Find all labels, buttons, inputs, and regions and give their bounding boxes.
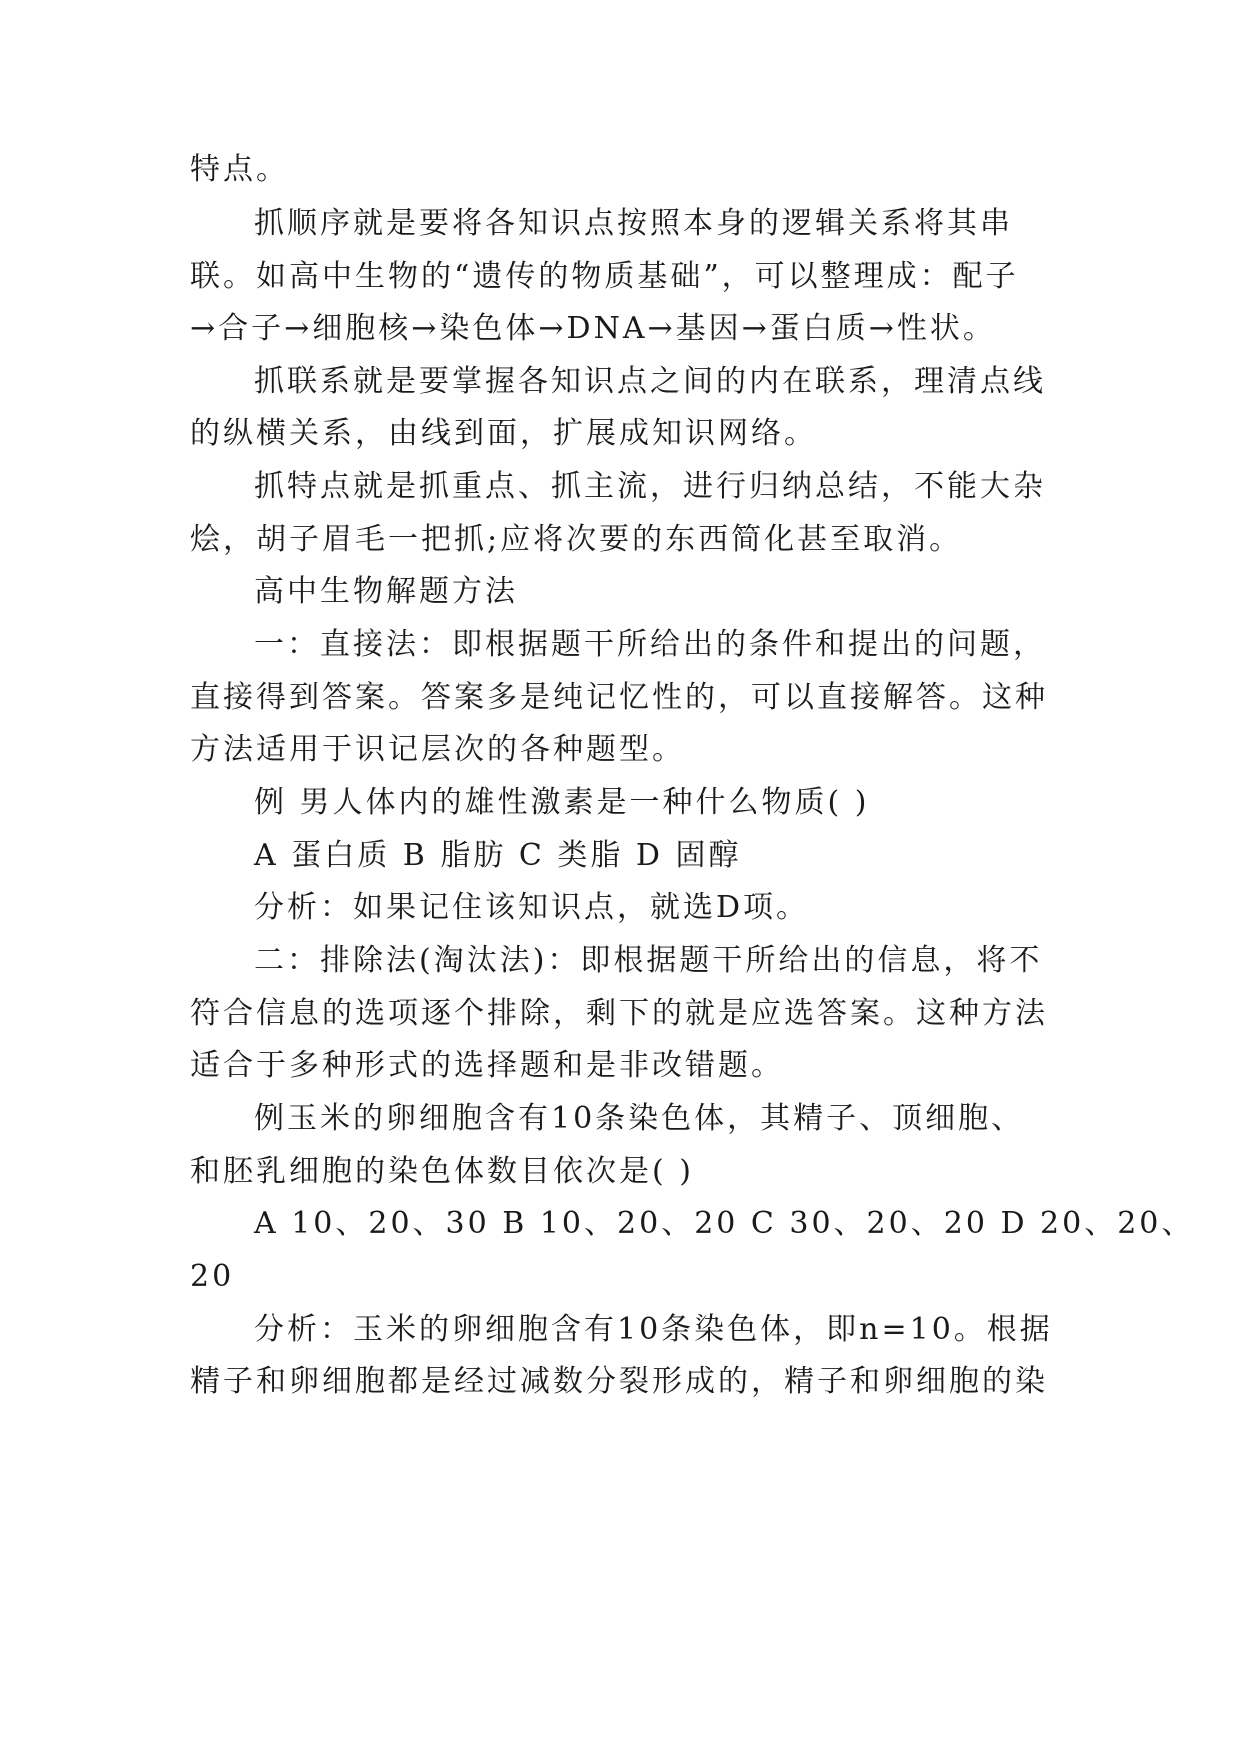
text-line: 的纵横关系，由线到面，扩展成知识网络。 <box>190 416 817 451</box>
text-line: 抓联系就是要掌握各知识点之间的内在联系，理清点线 <box>254 364 1046 399</box>
text-line: 分析：如果记住该知识点，就选D项。 <box>254 890 810 925</box>
text-line: A 蛋白质 B 脂肪 C 类脂 D 固醇 <box>254 838 742 873</box>
text-line: 分析：玉米的卵细胞含有10条染色体，即n=10。根据 <box>254 1312 1053 1347</box>
section-heading: 高中生物解题方法 <box>254 574 518 609</box>
text-line: 二：排除法(淘汰法)：即根据题干所给出的信息，将不 <box>254 943 1043 978</box>
text-line: 精子和卵细胞都是经过减数分裂形成的，精子和卵细胞的染 <box>190 1364 1048 1399</box>
text-line: 符合信息的选项逐个排除，剩下的就是应选答案。这种方法 <box>190 996 1048 1031</box>
text-line: 一：直接法：即根据题干所给出的条件和提出的问题， <box>254 627 1046 662</box>
text-line: 和胚乳细胞的染色体数目依次是( ) <box>190 1154 694 1189</box>
text-line: →合子→细胞核→染色体→DNA→基因→蛋白质→性状。 <box>190 311 996 346</box>
text-line: 抓顺序就是要将各知识点按照本身的逻辑关系将其串 <box>254 206 1013 241</box>
text-line: A 10、20、30 B 10、20、20 C 30、20、20 D 20、20、 <box>254 1206 1195 1241</box>
text-line: 例 男人体内的雄性激素是一种什么物质( ) <box>254 785 870 820</box>
text-line: 20 <box>190 1259 235 1294</box>
text-line: 直接得到答案。答案多是纯记忆性的，可以直接解答。这种 <box>190 680 1048 715</box>
text-line: 抓特点就是抓重点、抓主流，进行归纳总结，不能大杂 <box>254 469 1046 504</box>
text-line: 例玉米的卵细胞含有10条染色体，其精子、顶细胞、 <box>254 1101 1025 1136</box>
text-line: 特点。 <box>190 152 289 187</box>
text-line: 烩，胡子眉毛一把抓;应将次要的东西简化甚至取消。 <box>190 522 963 557</box>
text-line: 联。如高中生物的“遗传的物质基础”，可以整理成：配子 <box>190 259 1019 294</box>
text-line: 适合于多种形式的选择题和是非改错题。 <box>190 1048 784 1083</box>
text-line: 方法适用于识记层次的各种题型。 <box>190 732 685 767</box>
